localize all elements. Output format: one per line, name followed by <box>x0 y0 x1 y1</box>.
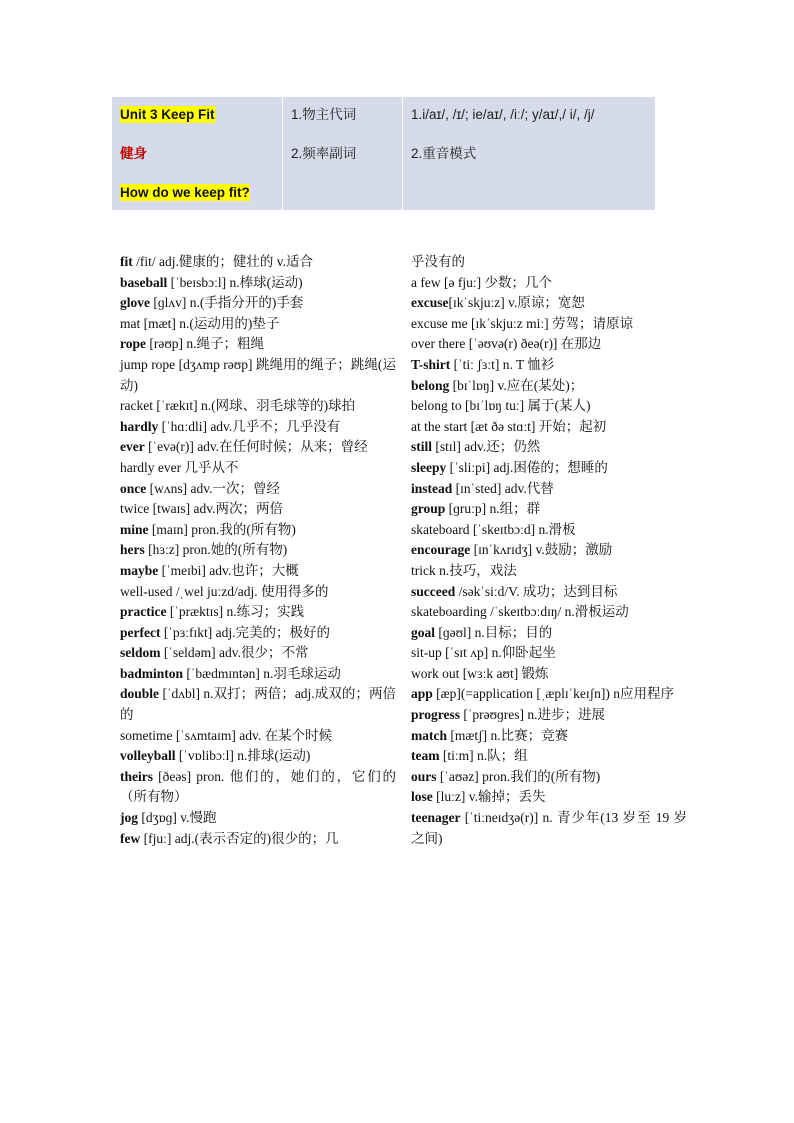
vocab-entry <box>411 726 687 747</box>
vocab-word: progress <box>411 707 461 723</box>
vocab-word: hardly ever <box>120 459 182 475</box>
vocab-entry <box>411 684 687 705</box>
vocab-word: excuse <box>411 295 449 311</box>
vocab-entry <box>411 520 687 541</box>
vocab-entry <box>120 561 396 582</box>
vocab-definition: [ˈaʊəz] pron.我们的(所有物) <box>436 768 601 784</box>
vocab-definition: [luːz] v.输掉；丢失 <box>432 789 546 805</box>
vocab-definition: [ˈvɒlibɔːl] n.排球(运动) <box>175 748 311 764</box>
vocab-definition: [ˈsliːpi] adj.困倦的；想睡的 <box>446 459 608 475</box>
vocab-word: baseball <box>120 274 168 290</box>
vocab-definition: [ɡəʊl] n.目标；目的 <box>435 624 553 640</box>
vocab-definition: [ˈtiːneɪdʒə(r)] n. 青少年(13 岁至 19 岁之间) <box>411 810 687 846</box>
vocab-word: belong to <box>411 398 462 414</box>
vocab-word: app <box>411 686 433 702</box>
vocab-word: mine <box>120 521 149 537</box>
vocab-entry <box>411 417 687 438</box>
vocab-definition: [ˈpɜːfɪkt] adj.完美的；极好的 <box>160 624 330 640</box>
vocab-definition: [ˈbeɪsbɔːl] n.棒球(运动) <box>167 274 303 290</box>
vocab-definition: [bɪˈlɒŋ] v.应在(某处)； <box>449 377 584 393</box>
vocab-word: fit <box>120 254 133 269</box>
vocab-word: mat <box>120 315 141 331</box>
vocab-definition: 乎没有的 <box>411 254 465 269</box>
unit-title-cell <box>112 97 283 211</box>
vocab-word: instead <box>411 480 453 496</box>
vocab-word: once <box>120 480 147 496</box>
vocab-definition: [mætʃ] n.比赛；竞赛 <box>447 727 569 743</box>
vocab-entry <box>411 479 687 500</box>
vocab-word: match <box>411 727 447 743</box>
vocab-entry <box>120 664 396 685</box>
vocab-column-right <box>411 252 687 849</box>
vocab-entry <box>411 252 687 273</box>
vocab-word: over there <box>411 336 466 352</box>
vocab-column-left <box>120 252 396 849</box>
vocab-entry <box>411 808 687 849</box>
vocab-word: glove <box>120 295 150 311</box>
vocab-word: succeed <box>411 583 456 599</box>
vocab-word: sometime <box>120 727 173 743</box>
vocab-entry <box>120 540 396 561</box>
vocab-definition: [ˈprəʊɡres] n.进步；进展 <box>460 707 606 723</box>
vocab-word: twice <box>120 501 150 517</box>
vocab-word: well-used <box>120 583 173 599</box>
vocab-word: practice <box>120 604 167 620</box>
vocab-definition: /ˌwel juːzd/adj. 使用得多的 <box>172 583 329 599</box>
vocab-word: skateboard <box>411 521 470 537</box>
vocab-definition: [fjuː] adj.(表示否定的)很少的；几 <box>140 830 339 846</box>
vocab-entry <box>120 458 396 479</box>
vocab-entry <box>120 499 396 520</box>
vocab-definition: [ˈəʊvə(r) ðeə(r)] 在那边 <box>465 336 602 352</box>
vocab-entry <box>411 437 687 458</box>
vocab-word: excuse me <box>411 315 468 331</box>
vocab-entry <box>120 746 396 767</box>
vocab-word: perfect <box>120 624 161 640</box>
vocab-word: group <box>411 501 446 517</box>
vocab-definition: [ˈrækɪt] n.(网球、羽毛球等的)球拍 <box>152 398 356 414</box>
vocab-word: maybe <box>120 562 159 578</box>
vocab-definition: [dʒʌmp rəʊp] 跳绳用的绳子；跳绳(运动) <box>120 356 396 393</box>
vocab-entry <box>120 314 396 335</box>
vocab-definition: /ˈskeɪtbɔːdɪŋ/ n.滑板运动 <box>486 604 629 620</box>
vocab-entry <box>120 479 396 500</box>
unit-header-table <box>111 96 656 211</box>
vocab-entry <box>120 808 396 829</box>
vocab-entry <box>411 746 687 767</box>
vocab-definition: [ɡruːp] n.组；群 <box>445 501 541 517</box>
vocab-entry <box>120 334 396 355</box>
vocab-entry <box>411 767 687 788</box>
vocab-definition: [dʒɒɡ] v.慢跑 <box>138 810 217 826</box>
vocab-word: team <box>411 748 440 764</box>
vocab-entry <box>120 417 396 438</box>
vocab-entry <box>411 787 687 808</box>
vocab-definition: /fit/ adj.健康的；健壮的 v.适合 <box>132 254 313 269</box>
vocab-entry <box>411 334 687 355</box>
vocab-entry <box>411 602 687 623</box>
vocab-definition: [ˈpræktɪs] n.练习；实践 <box>166 604 305 620</box>
vocab-definition: [wɜːk aʊt] 锻炼 <box>459 665 549 681</box>
vocab-entry <box>120 355 396 396</box>
vocab-word: sit-up <box>411 645 442 661</box>
vocab-definition: [ˈhɑːdli] adv.几乎不；几乎没有 <box>158 418 341 434</box>
vocab-word: double <box>120 686 160 702</box>
vocab-word: jump rope <box>120 356 176 372</box>
vocab-definition: [ɡlʌv] n.(手指分开的)手套 <box>150 295 304 311</box>
vocab-word: badminton <box>120 665 184 681</box>
vocab-definition: [ˈseldəm] adv.很少；不常 <box>160 645 309 661</box>
vocab-entry <box>120 252 396 273</box>
vocab-word: theirs <box>120 768 153 784</box>
vocab-entry <box>411 499 687 520</box>
vocab-definition: [hɜːz] pron.她的(所有物) <box>144 542 288 558</box>
vocab-word: ours <box>411 768 437 784</box>
vocab-definition: [ˈevə(r)] adv.在任何时候；从来；曾经 <box>144 439 368 455</box>
vocab-entry <box>411 376 687 397</box>
vocab-word: hardly <box>120 418 159 434</box>
vocab-definition: [tiːm] n.队；组 <box>439 748 528 764</box>
vocab-definition: [æp](=application [ˌæplɪˈkeɪʃn]) n应用程序 <box>432 686 674 702</box>
vocab-entry <box>411 293 687 314</box>
vocab-word: jog <box>120 810 138 826</box>
vocab-word: rope <box>120 336 146 352</box>
vocab-word: few <box>120 830 141 846</box>
phonics-cell <box>403 97 656 211</box>
vocab-word: seldom <box>120 645 161 661</box>
vocab-definition: [stɪl] adv.还；仍然 <box>432 439 541 455</box>
unit-question: How do we keep fit? <box>120 185 250 200</box>
grammar-cell <box>283 97 403 211</box>
vocab-entry <box>120 726 396 747</box>
vocab-entry <box>120 829 396 850</box>
grammar-item: 1.物主代词 <box>291 107 357 122</box>
vocab-definition: [æt ðə stɑːt] 开始；起初 <box>467 418 607 434</box>
vocab-word: belong <box>411 377 450 393</box>
vocab-definition: [ðeəs] pron. 他们的，她们的，它们的（所有物） <box>120 768 396 805</box>
vocab-word: skateboarding <box>411 604 487 620</box>
vocab-entry <box>120 273 396 294</box>
vocab-word: encourage <box>411 542 471 558</box>
vocab-definition: [ˈbædmɪntən] n.羽毛球运动 <box>183 665 341 681</box>
vocab-definition: [ˈtiː ʃɜːt] n. T 恤衫 <box>450 356 555 372</box>
vocab-word: racket <box>120 398 153 414</box>
vocab-entry <box>411 643 687 664</box>
vocab-word: goal <box>411 624 436 640</box>
vocab-word: ever <box>120 439 145 455</box>
vocab-word: lose <box>411 789 433 805</box>
vocab-definition: [ˈsɪt ʌp] n.仰卧起坐 <box>441 645 556 661</box>
vocab-entry <box>120 293 396 314</box>
vocab-word: work out <box>411 665 460 681</box>
vocab-definition: [ɪnˈkʌrɪdʒ] v.鼓励；激励 <box>470 542 613 558</box>
vocab-word: sleepy <box>411 459 447 475</box>
vocab-entry <box>120 643 396 664</box>
vocab-definition: [ˈskeɪtbɔːd] n.滑板 <box>469 521 576 537</box>
vocab-entry <box>120 767 396 808</box>
vocab-entry <box>411 355 687 376</box>
vocab-definition: [ɪnˈsted] adv.代替 <box>452 480 554 496</box>
vocab-definition: [ˈdʌbl] n.双打；两倍；adj.成双的；两倍的 <box>120 686 396 723</box>
vocab-entry <box>411 314 687 335</box>
vocab-entry <box>411 540 687 561</box>
phonics-item: 1.i/aɪ/, /ɪ/; ie/aɪ/, /iː/; y/aɪ/,/ i/, /j/ <box>411 107 595 122</box>
vocab-entry <box>120 396 396 417</box>
vocab-entry <box>120 582 396 603</box>
vocab-entry <box>411 396 687 417</box>
vocab-word: still <box>411 439 433 455</box>
vocab-word: volleyball <box>120 748 176 764</box>
vocab-entry <box>120 684 396 725</box>
vocab-word: at the start <box>411 418 468 434</box>
unit-title: Unit 3 Keep Fit <box>120 107 215 122</box>
vocab-definition: [twaɪs] adv.两次；两倍 <box>149 501 283 517</box>
vocab-definition: [maɪn] pron.我的(所有物) <box>148 521 296 537</box>
unit-title-chinese: 健身 <box>120 146 147 161</box>
vocab-word: hers <box>120 542 145 558</box>
vocab-entry <box>411 458 687 479</box>
vocab-word: T-shirt <box>411 356 451 372</box>
vocab-entry <box>120 623 396 644</box>
vocab-definition: [ɪkˈskjuːz miː] 劳驾；请原谅 <box>467 315 633 331</box>
vocab-definition: 几乎从不 <box>181 459 239 475</box>
vocab-entry <box>120 520 396 541</box>
vocab-entry <box>411 623 687 644</box>
vocab-definition: [rəʊp] n.绳子；粗绳 <box>146 336 265 352</box>
vocab-entry <box>411 664 687 685</box>
vocab-definition: [bɪˈlɒŋ tuː] 属于(某人) <box>461 398 591 414</box>
grammar-item: 2.频率副词 <box>291 146 357 161</box>
vocab-definition: [mæt] n.(运动用的)垫子 <box>140 315 280 331</box>
vocab-definition: n.技巧，戏法 <box>435 562 517 578</box>
vocab-word: teenager <box>411 810 461 826</box>
vocab-entry <box>411 582 687 603</box>
vocab-entry <box>120 602 396 623</box>
vocab-definition: /səkˈsiːd/V. 成功；达到目标 <box>455 583 618 599</box>
vocab-definition: [wʌns] adv.一次；曾经 <box>146 480 280 496</box>
vocab-definition: [ə fjuː] 少数；几个 <box>440 274 552 290</box>
vocab-entry <box>411 561 687 582</box>
vocab-word: trick <box>411 562 436 578</box>
vocab-definition: [ˈmeɪbi] adv.也许；大概 <box>158 562 299 578</box>
vocab-definition: [ɪkˈskjuːz] v.原谅；宽恕 <box>448 295 585 311</box>
vocab-definition: [ˈsʌmtaɪm] adv. 在某个时候 <box>172 727 333 743</box>
vocab-entry <box>411 273 687 294</box>
vocab-entry <box>411 705 687 726</box>
phonics-item: 2.重音模式 <box>411 146 477 161</box>
vocab-entry <box>120 437 396 458</box>
vocab-word: a few <box>411 274 441 290</box>
